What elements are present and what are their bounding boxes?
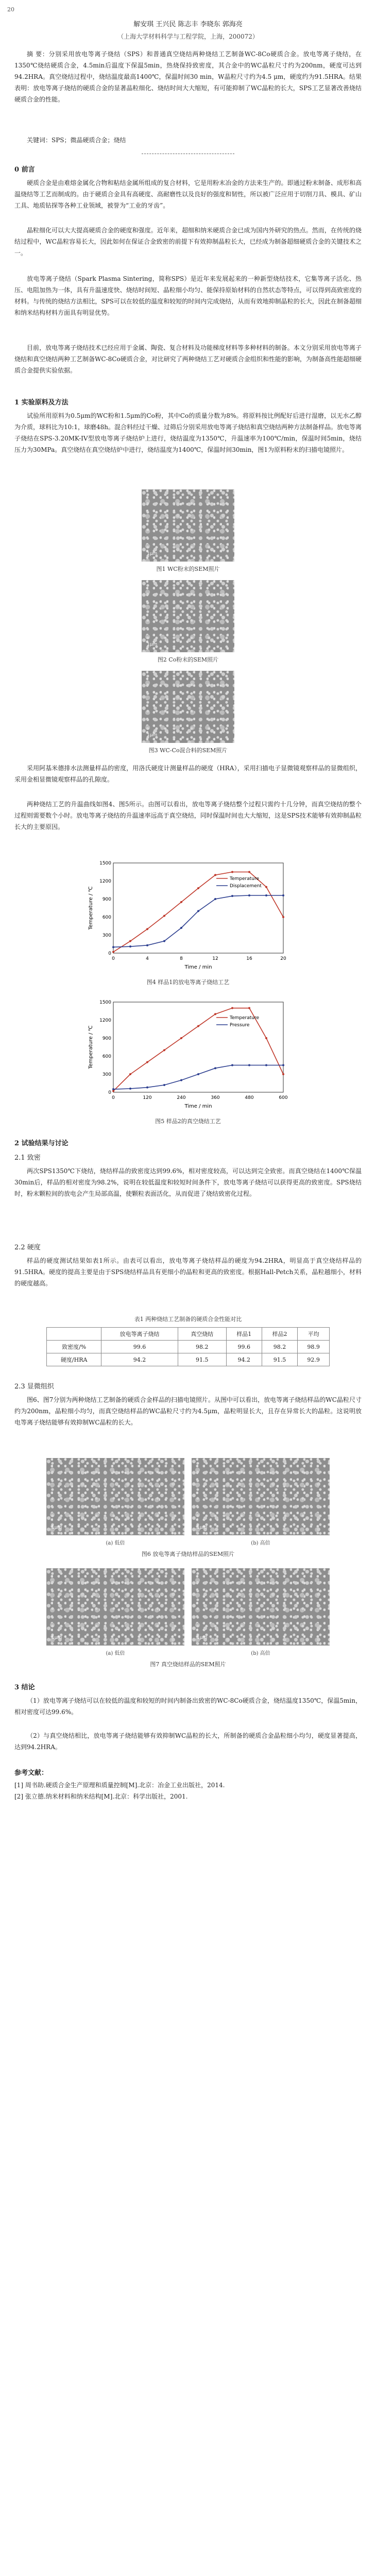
- data-point: [282, 916, 284, 918]
- section-heading: 2 试验结果与讨论: [14, 1140, 69, 1147]
- x-axis-label: Time / min: [184, 1104, 212, 1109]
- sem-image-vacuum-high: [192, 1568, 330, 1646]
- scale-bar: 1μm: [52, 1525, 62, 1530]
- section-heading: 0 前言: [14, 166, 35, 174]
- x-tick-label: 480: [245, 1095, 254, 1100]
- abstract: 摘 要：分别采用放电等离子烧结（SPS）和普通真空烧结两种烧结工艺制备WC-8Co硬质合金。放电等离子烧结，在1350℃烧结硬质合金，4.5min后温度下保温5min，热烧保持致密度，其合金中的WC晶粒尺寸约为200nm，硬度可达到94.2HRA。真空烧结过程中，烧结温度最高1400℃，保温时间30 min，W晶粒尺寸约为4.5 μm，硬度约为91.5HRA。结果表明：放电等离子烧结的硬质合金的显著晶粒细化、烧结时间大大缩短，有可能抑制了WC晶粒的长大，SPS工艺显著改善烧结硬质合金的性能。: [14, 50, 362, 103]
- data-point: [282, 894, 284, 896]
- y-tick-label: 600: [102, 1054, 111, 1059]
- paragraph: 放电等离子烧结（Spark Plasma Sintering，简称SPS）是近年来发展起来的一种新型烧结技术，它集等离子活化、热压、电阻加热为一体，具有升温速度快、烧结时间短、晶粒细小均匀、能保持原始材料的自然状态等特点，可以得到高致密度的材料。与传统的烧结方法相比，SPS可以在较低的温度和较短的时间内完成烧结，从而有效地抑制晶粒的长大，因此在制备超细和纳米结构材料方面具有明显优势。: [14, 275, 362, 316]
- data-point: [214, 874, 216, 876]
- scale-bar: 1μm: [197, 1525, 208, 1530]
- reference-item: [2] 张立德.纳米材料和纳米结构[M].北京：科学出版社，2001.: [14, 1793, 188, 1800]
- data-point: [163, 1084, 165, 1086]
- page-number: 20: [7, 6, 14, 13]
- figure-caption: 图5 样品2的真空烧结工艺: [155, 1118, 221, 1125]
- data-point: [248, 871, 250, 873]
- data-point: [214, 1067, 216, 1069]
- x-tick-label: 4: [146, 956, 149, 961]
- scale-bar: 1μm: [52, 1635, 62, 1640]
- y-tick-label: 900: [102, 897, 111, 902]
- data-point: [163, 915, 165, 917]
- scale-bar: 1μm: [147, 642, 158, 647]
- x-tick-label: 8: [180, 956, 183, 961]
- scale-bar: 1μm: [147, 551, 158, 556]
- data-point: [265, 894, 267, 896]
- table-cell: 92.9: [298, 1353, 330, 1366]
- subsection-heading: 2.1 致密: [14, 1154, 41, 1162]
- results-table: [46, 1327, 330, 1366]
- table-header-cell: [47, 1328, 101, 1341]
- table-cell: 91.5: [262, 1353, 297, 1366]
- sem-figure-vacuum: [46, 1568, 330, 1646]
- x-tick-label: 120: [143, 1095, 152, 1100]
- affiliation: （上海大学材料科学与工程学院，上海，200072）: [117, 33, 259, 40]
- data-point: [163, 940, 165, 942]
- table-cell: 91.5: [178, 1353, 226, 1366]
- x-tick-label: 16: [246, 956, 252, 961]
- table-cell: 94.2: [101, 1353, 178, 1366]
- data-point: [197, 1025, 199, 1027]
- authors: 解安琪 王兴民 陈志丰 李晓东 郭海亮: [133, 21, 243, 28]
- subfigure-caption: (a) 低倍: [106, 1651, 125, 1656]
- data-point: [129, 940, 131, 942]
- data-point: [248, 894, 250, 896]
- figure-caption: 图4 样品1的放电等离子烧结工艺: [146, 979, 230, 986]
- sem-figure-sps: [46, 1458, 330, 1535]
- section-heading: 3 结论: [14, 1684, 35, 1691]
- data-point: [129, 1088, 131, 1090]
- figure-caption: 图7 真空烧结样品的SEM照片: [150, 1661, 226, 1668]
- data-point: [231, 871, 233, 873]
- paragraph: 图6、图7分别为两种烧结工艺制备的硬质合金样品的扫描电镜照片。从图中可以看出，放电等离子烧结样品的WC晶粒尺寸约为200nm，晶粒细小均匀，而真空烧结样品的WC晶粒尺寸约为4.5μm，晶粒明显长大，且存在异常长大的晶粒。这说明放电等离子烧结能够有效抑制WC晶粒的长大。: [14, 1396, 362, 1426]
- subfigure-caption: (b) 高倍: [251, 1540, 270, 1546]
- data-point: [180, 1037, 182, 1039]
- figure-caption: 图6 放电等离子烧结样品的SEM照片: [141, 1551, 235, 1557]
- legend-entry: Displacement: [230, 884, 262, 889]
- paragraph: （2）与真空烧结相比，放电等离子烧结能够有效抑制WC晶粒的长大，所制备的硬质合金晶粒细小均匀，硬度显著提高，达到94.2HRA。: [14, 1732, 362, 1751]
- table-caption: 表1 两种烧结工艺制备的硬质合金性能对比: [134, 1316, 242, 1323]
- data-point: [129, 1073, 131, 1075]
- data-point: [129, 945, 131, 947]
- sem-image-sps-low: [46, 1458, 184, 1535]
- data-point: [231, 1007, 233, 1009]
- data-point: [231, 1064, 233, 1066]
- sem-image-vacuum-low: [46, 1568, 184, 1646]
- table-cell: 硬度/HRA: [47, 1353, 101, 1366]
- data-point: [146, 1087, 148, 1089]
- table-header-cell: 样品2: [262, 1328, 297, 1341]
- x-axis-label: Time / min: [184, 964, 212, 970]
- paragraph: 试验所用原料为0.5μm的WC粉和1.5μm的Co粉，其中Co的质量分数为8%。将原料按比例配好后进行湿磨，以无水乙醇为介质，球料比为10:1，球磨48h。混合料经过干燥、过筛后分别采用放电等离子烧结和真空烧结两种方法制备样品。放电等离子烧结在SPS-3.20MK-IV型放电等离子烧结炉上进行，烧结温度为1350℃，升温速率为100℃/min，保温时间5min，烧结压力为30MPa。真空烧结在真空烧结炉中进行，烧结温度为1400℃，保温时间30min，图1为原料粉末的扫描电镜照片。: [14, 412, 362, 453]
- paragraph: （1）放电等离子烧结可以在较低的温度和较短的时间内制备出致密的WC-8Co硬质合金，烧结温度1350℃，保温5min，相对密度可达99.6%。: [14, 1697, 362, 1716]
- data-point: [231, 895, 233, 897]
- paragraph: 目前，放电等离子烧结技术已经应用于金属、陶瓷、复合材料及功能梯度材料等多种材料的制备。本文分别采用放电等离子烧结和真空烧结两种工艺制备WC-8Co硬质合金，对比研究了两种烧结工艺对硬质合金组织和性能的影响，为制备高性能超细硬质合金提供实验依据。: [14, 344, 362, 374]
- data-point: [146, 944, 148, 946]
- paragraph: 晶粒细化可以大大提高硬质合金的硬度和强度。近年来，超细和纳米硬质合金已成为国内外研究的热点。然而，在传统的烧结过程中，WC晶粒容易长大，因此如何在保证合金致密的前提下有效抑制晶粒长大，已经成为制备超细硬质合金的关键技术之一。: [14, 227, 362, 257]
- data-point: [248, 1064, 250, 1066]
- y-tick-label: 300: [102, 1072, 111, 1077]
- data-point: [214, 898, 216, 900]
- x-tick-label: 12: [212, 956, 218, 961]
- y-tick-label: 300: [102, 933, 111, 938]
- subfigure-caption: (b) 高倍: [251, 1651, 270, 1656]
- data-point: [197, 1073, 199, 1075]
- x-tick-label: 240: [177, 1095, 186, 1100]
- paragraph: 两次SPS1350℃下烧结，烧结样品的致密度达到99.6%，相对密度较高，可以达到完全致密。而真空烧结在1400℃保温30min后，样品的相对密度为98.2%，说明在较低温度和较短时间条件下，放电等离子烧结可以获得更高的致密度。SPS烧结时，粉末颗粒间的放电会产生局部高温，使颗粒表面活化，从而促进了烧结致密化过程。: [14, 1167, 362, 1197]
- data-point: [180, 901, 182, 903]
- table-cell: 99.6: [101, 1341, 178, 1353]
- data-point: [248, 1007, 250, 1009]
- data-point: [214, 1013, 216, 1015]
- data-point: [112, 951, 114, 953]
- data-point: [146, 1061, 148, 1063]
- x-tick-label: 600: [279, 1095, 288, 1100]
- y-axis-label: Temperature / ℃: [88, 886, 94, 930]
- x-tick-label: 20: [280, 956, 286, 961]
- subsection-heading: 2.2 硬度: [14, 1244, 41, 1251]
- section-heading: 1 实验原料及方法: [14, 399, 69, 406]
- data-point: [180, 1079, 182, 1081]
- subfigure-caption: (a) 低倍: [106, 1540, 125, 1546]
- table-cell: 致密度/%: [47, 1341, 101, 1353]
- data-point: [265, 886, 267, 888]
- paragraph: 采用阿基米德排水法测量样品的密度，用洛氏硬度计测量样品的硬度（HRA），采用扫描电子显微镜观察样品的显微组织，采用金相显微镜观察样品的孔隙度。: [14, 765, 362, 783]
- y-tick-label: 1200: [99, 1018, 111, 1023]
- x-tick-label: 360: [211, 1095, 220, 1100]
- table-header-cell: 放电等离子烧结: [101, 1328, 178, 1341]
- table-header-cell: 样品1: [226, 1328, 262, 1341]
- series-line: [113, 1065, 283, 1090]
- keywords: 关键词：SPS；微晶硬质合金；烧结: [27, 137, 126, 144]
- paragraph: 硬质合金是由难熔金属化合物和粘结金属所组成的复合材料，它是用粉末冶金的方法来生产的。即通过粉末制备、成形和高温烧结等工艺而制成的。由于硬质合金具有高硬度、高耐磨性以及良好的强度和韧性，所以被广泛应用于切削刀具、模具、矿山工具、地质钻探等各种工业领域，被誉为“工业的牙齿”。: [14, 179, 362, 209]
- table-header-cell: 真空烧结: [178, 1328, 226, 1341]
- table-cell: 99.6: [226, 1341, 262, 1353]
- x-tick-label: 0: [112, 956, 115, 961]
- reference-item: [1] 周书助.硬质合金生产原理和质量控制[M].北京：冶金工业出版社，2014.: [14, 1782, 225, 1789]
- legend-entry: Temperature: [230, 1015, 260, 1021]
- table-row: [47, 1353, 330, 1366]
- paragraph: 两种烧结工艺的升温曲线如图4、图5所示。由图可以看出，放电等离子烧结整个过程只需约十几分钟，而真空烧结的整个过程则需要数个小时。放电等离子烧结的升温速率远高于真空烧结，同时保温时间也大大缩短，这是SPS技术能够有效抑制晶粒长大的主要原因。: [14, 801, 362, 831]
- data-point: [197, 910, 199, 912]
- data-point: [265, 1064, 267, 1066]
- table-header-cell: 平均: [298, 1328, 330, 1341]
- data-point: [265, 1037, 267, 1039]
- y-tick-label: 1200: [99, 879, 111, 884]
- scale-bar: 1μm: [147, 733, 158, 738]
- table-row: [47, 1341, 330, 1353]
- legend-entry: Temperature: [230, 876, 260, 882]
- figure-caption: 图2 Co粉末的SEM照片: [157, 656, 219, 663]
- table-cell: 94.2: [226, 1353, 262, 1366]
- y-axis-label: Temperature / ℃: [88, 1025, 94, 1069]
- y-tick-label: 600: [102, 915, 111, 920]
- data-point: [180, 927, 182, 929]
- sem-image-co-powder: [142, 580, 234, 652]
- paragraph: 样品的硬度测试结果如表1所示。由表可以看出，放电等离子烧结样品的硬度为94.2HRA，明显高于真空烧结样品的91.5HRA。硬度的提高主要是由于SPS烧结样品具有更细小的晶粒和更高的致密度。根据Hall-Petch关系，晶粒越细小，材料的硬度越高。: [14, 1257, 362, 1287]
- sem-image-wc-powder: [142, 489, 234, 562]
- sem-image-mixture: [142, 671, 234, 743]
- y-tick-label: 900: [102, 1036, 111, 1041]
- y-tick-label: 1500: [99, 1000, 111, 1005]
- sps-sintering-chart: [85, 855, 291, 974]
- data-point: [146, 928, 148, 930]
- scale-bar: 1μm: [197, 1635, 208, 1640]
- data-point: [163, 1049, 165, 1051]
- references-heading: 参考文献：: [14, 1769, 48, 1777]
- y-tick-label: 1500: [99, 861, 111, 866]
- data-point: [112, 1088, 114, 1090]
- vacuum-sintering-chart: [85, 994, 291, 1113]
- figure-caption: 图3 WC-Co混合料的SEM照片: [148, 747, 228, 754]
- data-point: [197, 887, 199, 889]
- figure-caption: 图1 WC粉末的SEM照片: [156, 566, 220, 572]
- table-cell: 98.2: [262, 1341, 297, 1353]
- data-point: [282, 1064, 284, 1066]
- table-cell: 98.2: [178, 1341, 226, 1353]
- sem-image-sps-high: [192, 1458, 330, 1535]
- legend-entry: Pressure: [230, 1023, 250, 1028]
- data-point: [282, 1073, 284, 1075]
- series-line: [113, 895, 283, 947]
- y-tick-label: 0: [108, 951, 111, 956]
- y-tick-label: 0: [108, 1090, 111, 1095]
- data-point: [112, 1090, 114, 1092]
- data-point: [112, 946, 114, 948]
- subsection-heading: 2.3 显微组织: [14, 1383, 54, 1391]
- table-cell: 98.9: [298, 1341, 330, 1353]
- x-tick-label: 0: [112, 1095, 115, 1100]
